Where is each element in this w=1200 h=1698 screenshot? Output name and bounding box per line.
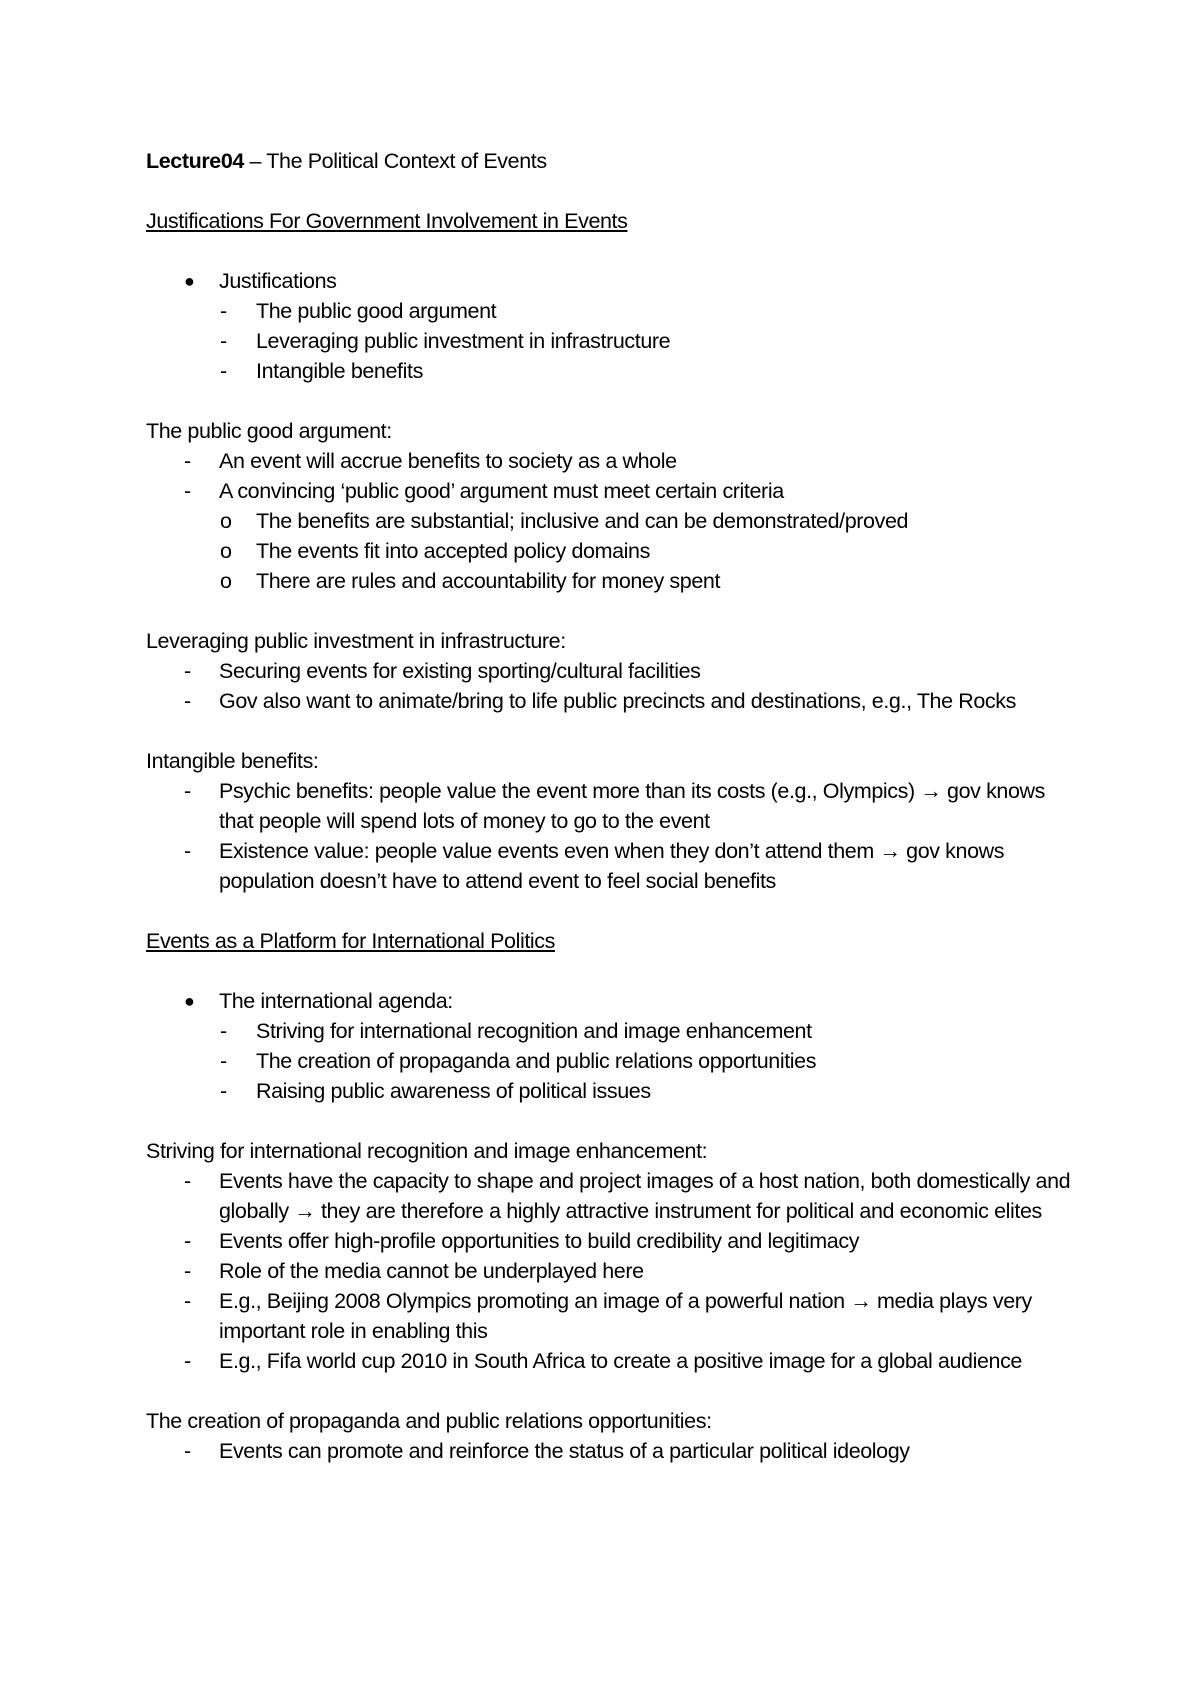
list-item-text: Events have the capacity to shape and project images of a host nation, both domestically and globally (219, 1169, 1071, 1223)
list-item (146, 296, 1076, 326)
sub-list-item (146, 536, 1076, 566)
section-heading-justifications: Justifications For Government Involvement in Events (146, 209, 628, 233)
list-item-text: There are rules and accountability for money spent (256, 569, 721, 593)
arrow-icon: → (850, 1289, 872, 1313)
dash-marker: - (220, 329, 227, 353)
dash-marker: - (184, 659, 191, 683)
list-item (146, 1016, 1076, 1046)
list-item (146, 776, 1076, 836)
section-heading-international-politics: Events as a Platform for International Politics (146, 929, 556, 953)
list-item-text: Striving for international recognition and image enhancement (256, 1019, 812, 1043)
list-item (146, 1436, 1076, 1466)
dash-marker: - (184, 1229, 191, 1253)
subheading-leveraging: Leveraging public investment in infrastructure: (146, 629, 566, 653)
subheading-public-good: The public good argument: (146, 419, 392, 443)
dash-marker: - (184, 1289, 191, 1313)
dash-marker: - (184, 1439, 191, 1463)
list-item (146, 1256, 1076, 1286)
dash-marker: - (220, 1049, 227, 1073)
list-item (146, 356, 1076, 386)
list-item-text: media plays very important role in enabling this (219, 1289, 1032, 1343)
dash-marker: - (220, 1019, 227, 1043)
sub-list-item (146, 566, 1076, 596)
arrow-icon: → (879, 839, 901, 863)
list-item-text: Raising public awareness of political issues (256, 1079, 651, 1103)
dash-marker: - (184, 1259, 191, 1283)
list-item (146, 446, 1076, 476)
arrow-icon: → (920, 779, 942, 803)
list-item-text: E.g., Beijing 2008 Olympics promoting an image of a powerful nation (219, 1289, 851, 1313)
circle-bullet-icon: o (220, 569, 232, 593)
bullet-icon: ● (184, 271, 195, 291)
document-body (146, 146, 1076, 1466)
dash-marker: - (220, 1079, 227, 1103)
dash-marker: - (184, 839, 191, 863)
list-item-text: they are therefore a highly attractive instrument for political and economic elites (315, 1199, 1042, 1223)
title-bold: Lecture04 (146, 149, 244, 173)
list-item (146, 1226, 1076, 1256)
dash-marker: - (184, 479, 191, 503)
bullet-item (146, 986, 1076, 1016)
dash-marker: - (184, 449, 191, 473)
subheading-intangible: Intangible benefits: (146, 749, 319, 773)
list-item (146, 1286, 1076, 1346)
list-item-text: Existence value: people value events even when they don’t attend them (219, 839, 880, 863)
list-item-text: Psychic benefits: people value the event more than its costs (e.g., Olympics) (219, 779, 921, 803)
list-item-text: A convincing ‘public good’ argument must meet certain criteria (219, 479, 784, 503)
list-item (146, 686, 1076, 716)
list-item (146, 656, 1076, 686)
list-item-text: The creation of propaganda and public relations opportunities (256, 1049, 817, 1073)
list-item-text: Events can promote and reinforce the status of a particular political ideology (219, 1439, 910, 1463)
list-item-text: gov knows population doesn’t have to attend event to feel social benefits (219, 839, 1005, 893)
list-item-text: An event will accrue benefits to society as a whole (219, 449, 677, 473)
bullet-text: Justifications (219, 269, 337, 293)
arrow-icon: → (294, 1199, 316, 1223)
list-item-text: gov knows that people will spend lots of money to go to the event (219, 779, 1046, 833)
bullet-item (146, 266, 1076, 296)
list-item-text: Role of the media cannot be underplayed here (219, 1259, 644, 1283)
list-item (146, 1046, 1076, 1076)
list-item-text: Leveraging public investment in infrastructure (256, 329, 671, 353)
list-item (146, 326, 1076, 356)
list-item (146, 1346, 1076, 1376)
dash-marker: - (184, 1169, 191, 1193)
dash-marker: - (220, 299, 227, 323)
list-item (146, 1076, 1076, 1106)
list-item (146, 1166, 1076, 1226)
list-item-text: The public good argument (256, 299, 497, 323)
title-rest: – The Political Context of Events (243, 149, 547, 173)
list-item-text: Gov also want to animate/bring to life public precincts and destinations, e.g., The Rocks (219, 689, 1016, 713)
bullet-text: The international agenda: (219, 989, 453, 1013)
list-item (146, 476, 1076, 506)
list-item-text: E.g., Fifa world cup 2010 in South Africa to create a positive image for a global audience (219, 1349, 1022, 1373)
dash-marker: - (184, 779, 191, 803)
bullet-icon: ● (184, 991, 195, 1011)
list-item-text: Intangible benefits (256, 359, 423, 383)
circle-bullet-icon: o (220, 509, 232, 533)
list-item-text: Events offer high-profile opportunities to build credibility and legitimacy (219, 1229, 860, 1253)
list-item-text: The benefits are substantial; inclusive and can be demonstrated/proved (256, 509, 909, 533)
page-title (146, 146, 1076, 176)
subheading-striving: Striving for international recognition and image enhancement: (146, 1139, 708, 1163)
circle-bullet-icon: o (220, 539, 232, 563)
sub-list-item (146, 506, 1076, 536)
dash-marker: - (184, 689, 191, 713)
list-item-text: Securing events for existing sporting/cultural facilities (219, 659, 701, 683)
subheading-propaganda: The creation of propaganda and public relations opportunities: (146, 1409, 712, 1433)
dash-marker: - (184, 1349, 191, 1373)
list-item-text: The events fit into accepted policy domains (256, 539, 650, 563)
dash-marker: - (220, 359, 227, 383)
list-item (146, 836, 1076, 896)
